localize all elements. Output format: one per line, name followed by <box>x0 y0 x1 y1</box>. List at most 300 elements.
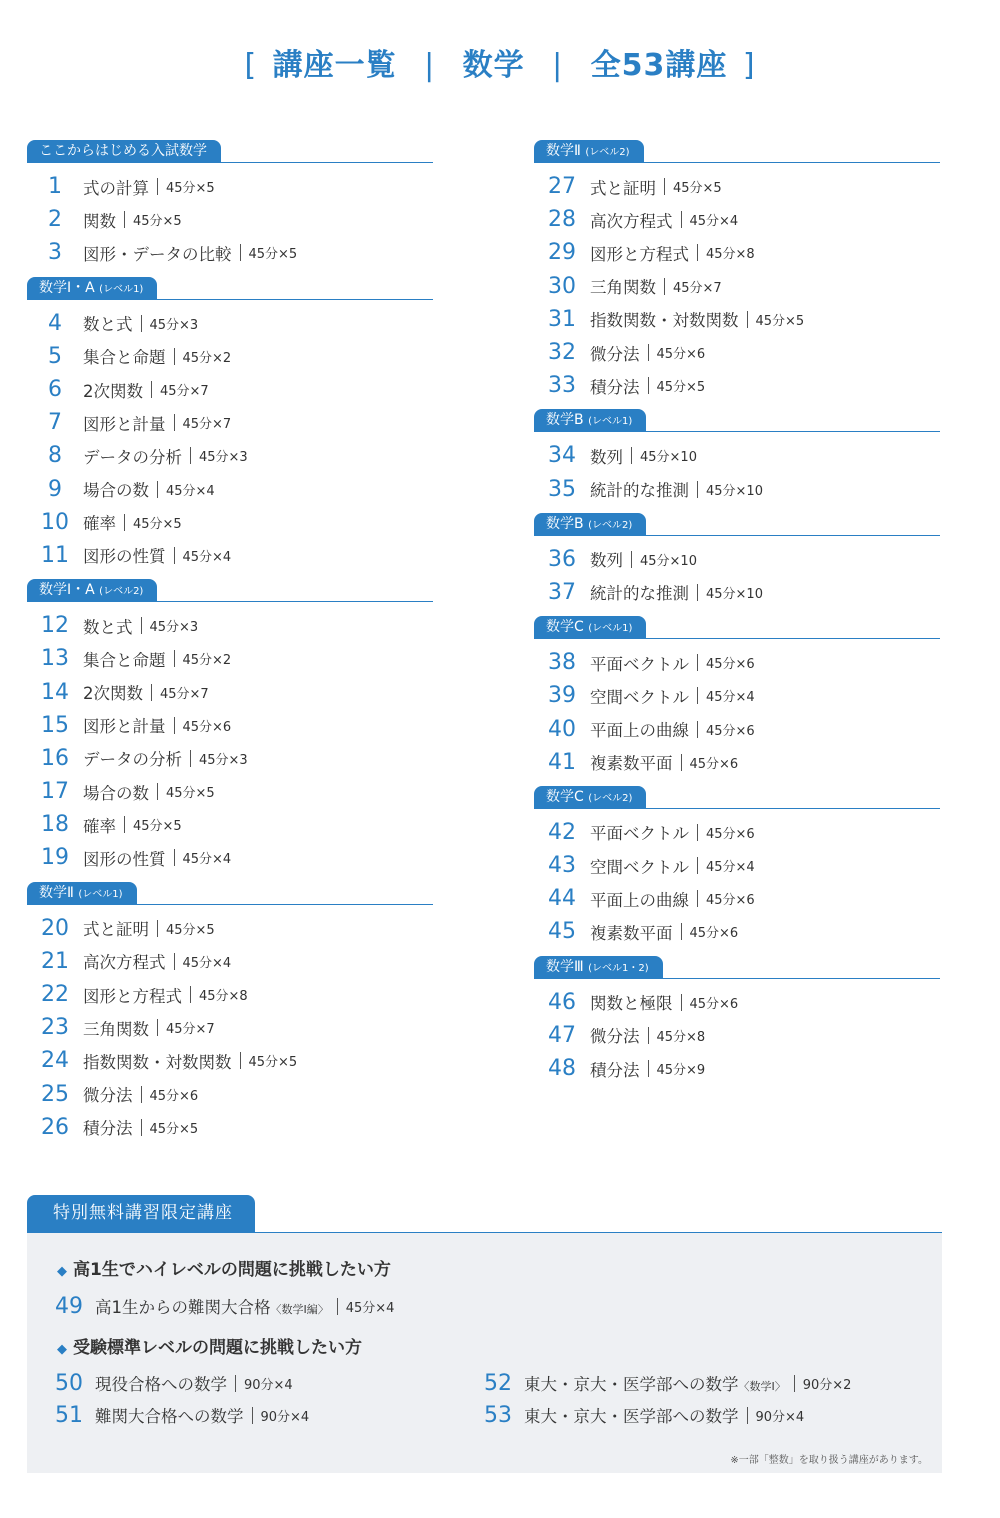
course-row-49[interactable] <box>55 1291 394 1321</box>
course-number: 45 <box>548 919 576 945</box>
course-meta: 45分×4 <box>182 955 232 971</box>
course-row[interactable] <box>534 270 940 303</box>
separator-bar <box>747 311 748 328</box>
course-number: 34 <box>548 443 576 469</box>
course-row[interactable] <box>27 1078 433 1111</box>
course-number: 3 <box>48 240 62 266</box>
course-meta: 45分×4 <box>166 483 215 499</box>
course-name: 式の計算 <box>83 178 149 198</box>
course-name: 空間ベクトル <box>590 687 689 707</box>
course-row[interactable] <box>534 646 940 679</box>
course-row[interactable] <box>534 882 940 915</box>
separator-bar <box>697 721 698 738</box>
course-row[interactable] <box>27 675 433 708</box>
course-row[interactable] <box>27 742 433 775</box>
course-section <box>27 277 433 573</box>
group-heading-text: 高1生でハイレベルの問題に挑戦したい方 <box>73 1260 391 1280</box>
course-section <box>27 882 433 1144</box>
course-section <box>27 140 433 270</box>
course-number: 49 <box>55 1293 83 1319</box>
section-label-text: 数学Ⅰ・A <box>39 279 95 296</box>
separator-bar <box>190 750 191 767</box>
group-heading-standard-level <box>57 1333 362 1358</box>
course-name: 集合と命題 <box>83 348 166 368</box>
course-meta: 45分×4 <box>182 549 232 565</box>
course-row[interactable] <box>534 439 940 472</box>
course-section <box>27 579 433 875</box>
course-row[interactable] <box>27 473 433 506</box>
section-label <box>534 513 646 535</box>
separator-bar <box>124 211 125 228</box>
separator-bar <box>697 654 698 671</box>
course-number: 50 <box>55 1370 83 1396</box>
special-courses-panel <box>27 1195 942 1473</box>
separator-bar <box>631 447 632 464</box>
separator-bar <box>681 211 682 228</box>
course-meta: 45分×10 <box>640 553 697 569</box>
course-row[interactable] <box>27 236 433 269</box>
course-number: 36 <box>548 546 576 572</box>
course-meta: 45分×5 <box>133 516 182 532</box>
course-name: 場合の数 <box>83 783 149 803</box>
course-number: 32 <box>548 340 576 366</box>
separator-bar <box>157 783 158 800</box>
course-row[interactable] <box>27 775 433 808</box>
course-meta: 45分×5 <box>656 380 706 396</box>
course-number: 22 <box>41 982 69 1008</box>
course-name: 東大・京大・医学部への数学 <box>524 1407 739 1426</box>
section-label-text: 数学Ⅱ <box>39 884 74 901</box>
course-row[interactable] <box>27 203 433 236</box>
separator-bar <box>648 1060 649 1077</box>
separator-bar <box>664 178 665 195</box>
right-column <box>534 140 940 1092</box>
course-meta: 45分×3 <box>199 450 248 466</box>
course-meta: 45分×8 <box>656 1029 706 1045</box>
course-name: 積分法 <box>590 1060 640 1080</box>
course-row[interactable] <box>27 609 433 642</box>
section-label <box>27 140 221 162</box>
section-level: (レベル2) <box>588 792 633 804</box>
course-number: 12 <box>41 613 69 639</box>
separator-bar <box>697 824 698 841</box>
course-name-text: 東大・京大・医学部への数学 <box>524 1375 739 1394</box>
separator-bar <box>124 816 125 833</box>
course-row[interactable] <box>534 712 940 745</box>
course-row[interactable] <box>27 406 433 439</box>
special-body <box>27 1233 942 1473</box>
course-meta: 45分×6 <box>656 347 706 363</box>
section-label <box>534 409 646 431</box>
course-name <box>524 1371 786 1395</box>
course-meta: 45分×4 <box>345 1300 395 1316</box>
separator-bar <box>157 178 158 195</box>
separator-bar <box>190 447 191 464</box>
course-meta: 90分×4 <box>244 1377 293 1393</box>
course-number: 42 <box>548 819 576 845</box>
section-label-text: 数学C <box>546 619 584 636</box>
course-meta: 45分×2 <box>182 653 232 669</box>
course-number: 24 <box>41 1048 69 1074</box>
course-name: 平面上の曲線 <box>590 890 689 910</box>
course-number: 13 <box>41 646 69 672</box>
course-name: 指数関数・対数関数 <box>83 1052 232 1072</box>
course-number: 52 <box>484 1370 512 1396</box>
course-name: データの分析 <box>83 447 182 467</box>
course-row[interactable] <box>534 576 940 609</box>
section-label <box>534 616 646 638</box>
title-part-2: 数学 <box>462 48 525 83</box>
course-number: 21 <box>41 948 69 974</box>
separator-bar <box>697 584 698 601</box>
course-name: 平面ベクトル <box>590 654 689 674</box>
course-meta: 45分×5 <box>673 181 722 197</box>
title-part-3: 全53講座 <box>590 48 728 83</box>
course-meta: 45分×5 <box>248 1055 298 1071</box>
separator-bar <box>648 1027 649 1044</box>
page-title <box>0 40 1000 84</box>
section-header <box>27 277 433 300</box>
separator-bar <box>157 1019 158 1036</box>
course-meta: 45分×4 <box>706 690 755 706</box>
section-level: (レベル1・2) <box>588 962 649 974</box>
separator-bar <box>697 857 698 874</box>
course-row-53[interactable] <box>484 1400 804 1430</box>
course-row[interactable] <box>27 1111 433 1144</box>
section-label <box>27 277 157 299</box>
course-row[interactable] <box>27 1044 433 1077</box>
course-name: 関数 <box>83 211 116 231</box>
course-row[interactable] <box>27 912 433 945</box>
course-name: 図形と計量 <box>83 414 166 434</box>
course-meta: 45分×3 <box>149 317 199 333</box>
course-meta: 45分×10 <box>640 450 697 466</box>
course-number: 19 <box>41 845 69 871</box>
course-name: 微分法 <box>83 1086 133 1106</box>
course-meta: 45分×4 <box>689 214 739 230</box>
course-number: 20 <box>41 915 69 941</box>
separator-bar <box>151 381 152 398</box>
section-level: (レベル2) <box>588 519 633 531</box>
course-row[interactable] <box>534 369 940 402</box>
separator-bar <box>697 890 698 907</box>
course-name: 関数と極限 <box>590 994 673 1014</box>
course-meta: 45分×5 <box>133 214 182 230</box>
section-label <box>534 140 644 162</box>
course-number: 51 <box>55 1402 83 1428</box>
course-name: 図形の性質 <box>83 849 166 869</box>
section-header <box>27 140 433 163</box>
course-section <box>534 616 940 779</box>
course-section <box>534 140 940 402</box>
course-meta: 45分×3 <box>199 752 248 768</box>
section-label-text: 数学Ⅱ <box>546 143 581 159</box>
course-row[interactable] <box>27 170 433 203</box>
separator-bar <box>681 923 682 940</box>
course-number: 10 <box>41 509 69 535</box>
separator-bar <box>337 1298 338 1315</box>
course-row[interactable] <box>27 307 433 340</box>
section-header <box>534 786 940 809</box>
course-row[interactable] <box>534 170 940 203</box>
course-row[interactable] <box>27 841 433 874</box>
course-meta: 45分×7 <box>166 1022 215 1038</box>
course-row[interactable] <box>27 373 433 406</box>
course-meta: 45分×6 <box>706 723 755 739</box>
course-name: 数と式 <box>83 617 133 637</box>
course-section <box>534 786 940 949</box>
group-heading-text: 受験標準レベルの問題に挑戦したい方 <box>73 1338 362 1358</box>
diamond-icon: ◆ <box>57 1342 67 1357</box>
course-name: 指数関数・対数関数 <box>590 311 739 331</box>
diamond-icon: ◆ <box>57 1264 67 1279</box>
course-row[interactable] <box>534 816 940 849</box>
separator-bar <box>174 953 175 970</box>
course-meta: 45分×9 <box>656 1063 706 1079</box>
section-header <box>534 956 940 979</box>
course-name: 積分法 <box>83 1119 133 1139</box>
special-header <box>27 1195 942 1233</box>
course-subtitle: 〈数学Ⅰ〉 <box>738 1380 786 1393</box>
course-row[interactable] <box>534 543 940 576</box>
section-header <box>534 409 940 432</box>
course-name: 空間ベクトル <box>590 857 689 877</box>
course-meta: 45分×3 <box>149 620 199 636</box>
course-number: 33 <box>548 373 576 399</box>
group-heading-high-level <box>57 1255 391 1280</box>
course-row-50[interactable] <box>55 1368 293 1398</box>
course-number: 25 <box>41 1081 69 1107</box>
course-meta: 45分×7 <box>160 384 209 400</box>
section-header <box>27 579 433 602</box>
course-meta: 45分×6 <box>706 893 755 909</box>
separator-bar <box>141 1119 142 1136</box>
section-level: (レベル1) <box>78 888 123 900</box>
course-row[interactable] <box>534 849 940 882</box>
course-number: 47 <box>548 1022 576 1048</box>
separator-bar <box>235 1375 236 1392</box>
separator-bar <box>648 344 649 361</box>
course-name-text: 高1生からの難関大合格 <box>95 1298 271 1317</box>
course-number: 7 <box>48 410 62 436</box>
course-name: 複素数平面 <box>590 923 673 943</box>
course-number: 46 <box>548 989 576 1015</box>
course-meta: 45分×5 <box>755 313 805 329</box>
course-number: 38 <box>548 650 576 676</box>
course-meta: 45分×5 <box>166 181 215 197</box>
course-number: 14 <box>41 679 69 705</box>
section-header <box>534 616 940 639</box>
title-separator: | <box>424 48 436 83</box>
course-meta: 45分×2 <box>182 350 232 366</box>
course-name: 場合の数 <box>83 481 149 501</box>
course-meta: 45分×6 <box>706 826 755 842</box>
course-name: 平面上の曲線 <box>590 721 689 741</box>
title-bracket-close: ] <box>742 48 756 83</box>
course-name: 現役合格への数学 <box>95 1375 227 1394</box>
separator-bar <box>648 377 649 394</box>
separator-bar <box>240 244 241 261</box>
section-header <box>27 882 433 905</box>
course-row[interactable] <box>534 336 940 369</box>
course-number: 44 <box>548 886 576 912</box>
course-number: 8 <box>48 443 62 469</box>
separator-bar <box>174 547 175 564</box>
course-number: 29 <box>548 240 576 266</box>
course-meta: 45分×6 <box>689 996 739 1012</box>
section-level: (レベル2) <box>585 147 630 158</box>
separator-bar <box>794 1375 795 1392</box>
course-name: 図形と方程式 <box>83 986 182 1006</box>
course-meta: 45分×8 <box>199 989 248 1005</box>
separator-bar <box>174 849 175 866</box>
course-row[interactable] <box>27 340 433 373</box>
section-header <box>534 140 940 163</box>
course-meta: 45分×6 <box>182 719 232 735</box>
course-row-51[interactable] <box>55 1400 309 1430</box>
course-subtitle: 〈数学Ⅰ編〉 <box>270 1303 329 1316</box>
separator-bar <box>174 348 175 365</box>
separator-bar <box>157 481 158 498</box>
course-row[interactable] <box>27 945 433 978</box>
course-meta: 45分×6 <box>706 657 755 673</box>
course-row[interactable] <box>27 506 433 539</box>
separator-bar <box>174 717 175 734</box>
section-label-text: 数学Ⅲ <box>546 958 584 975</box>
section-label-text: 数学Ⅰ・A <box>39 582 95 599</box>
special-label: 特別無料講習限定講座 <box>27 1195 255 1232</box>
course-name: データの分析 <box>83 750 182 770</box>
course-row-52[interactable] <box>484 1368 851 1398</box>
course-number: 26 <box>41 1114 69 1140</box>
separator-bar <box>631 551 632 568</box>
course-meta: 90分×4 <box>755 1409 805 1425</box>
course-name: 数列 <box>590 447 623 467</box>
course-meta: 45分×4 <box>182 852 232 868</box>
course-name: 高次方程式 <box>590 211 673 231</box>
course-row[interactable] <box>27 709 433 742</box>
course-number: 18 <box>41 812 69 838</box>
course-number: 17 <box>41 779 69 805</box>
separator-bar <box>747 1407 748 1424</box>
section-label-text: ここからはじめる入試数学 <box>39 143 207 159</box>
course-meta: 45分×7 <box>673 280 722 296</box>
course-meta: 45分×5 <box>166 922 215 938</box>
course-number: 53 <box>484 1402 512 1428</box>
course-name: 確率 <box>83 816 116 836</box>
course-row[interactable] <box>534 986 940 1019</box>
course-number: 28 <box>548 207 576 233</box>
course-section <box>534 409 940 505</box>
footnote: ※一部「整数」を取り扱う講座があります。 <box>730 1455 928 1466</box>
course-name: 平面ベクトル <box>590 824 689 844</box>
separator-bar <box>240 1052 241 1069</box>
section-label-text: 数学B <box>546 515 584 532</box>
course-row[interactable] <box>27 439 433 472</box>
separator-bar <box>664 278 665 295</box>
section-level: (レベル1) <box>99 283 144 295</box>
course-row[interactable] <box>534 915 940 948</box>
course-number: 48 <box>548 1056 576 1082</box>
course-meta: 45分×5 <box>133 819 182 835</box>
course-name: 式と証明 <box>83 920 149 940</box>
course-number: 5 <box>48 343 62 369</box>
course-number: 43 <box>548 853 576 879</box>
course-name: 三角関数 <box>590 278 656 298</box>
course-number: 4 <box>48 310 62 336</box>
course-meta: 45分×7 <box>160 686 209 702</box>
course-row[interactable] <box>27 978 433 1011</box>
course-number: 41 <box>548 749 576 775</box>
course-number: 15 <box>41 712 69 738</box>
separator-bar <box>252 1407 253 1424</box>
course-meta: 45分×7 <box>182 417 232 433</box>
course-row[interactable] <box>534 1052 940 1085</box>
course-meta: 45分×6 <box>689 756 739 772</box>
separator-bar <box>697 481 698 498</box>
course-name: 難関大合格への数学 <box>95 1407 244 1426</box>
course-number: 11 <box>41 542 69 568</box>
separator-bar <box>157 920 158 937</box>
course-number: 1 <box>48 174 62 200</box>
course-row[interactable] <box>27 642 433 675</box>
section-label <box>534 786 646 808</box>
course-number: 2 <box>48 207 62 233</box>
course-name: 統計的な推測 <box>590 584 689 604</box>
course-number: 6 <box>48 377 62 403</box>
course-meta: 90分×2 <box>802 1377 852 1393</box>
course-row[interactable] <box>534 1019 940 1052</box>
course-number: 30 <box>548 273 576 299</box>
course-row[interactable] <box>534 236 940 269</box>
course-name: 数列 <box>590 551 623 571</box>
section-level: (レベル1) <box>588 416 633 428</box>
course-section <box>534 513 940 609</box>
separator-bar <box>151 684 152 701</box>
section-label-text: 数学C <box>546 788 584 805</box>
course-meta: 45分×5 <box>248 247 298 263</box>
separator-bar <box>124 514 125 531</box>
title-bracket-open: [ <box>244 48 258 83</box>
course-number: 40 <box>548 716 576 742</box>
course-name: 積分法 <box>590 377 640 397</box>
course-row[interactable] <box>534 473 940 506</box>
course-name: 図形と方程式 <box>590 244 689 264</box>
course-meta: 45分×4 <box>706 860 755 876</box>
course-row[interactable] <box>27 1011 433 1044</box>
course-row[interactable] <box>27 539 433 572</box>
course-meta: 45分×6 <box>149 1088 199 1104</box>
course-row[interactable] <box>534 203 940 236</box>
course-row[interactable] <box>534 679 940 712</box>
section-label-text: 数学B <box>546 412 584 429</box>
course-section <box>534 956 940 1086</box>
course-number: 27 <box>548 174 576 200</box>
course-row[interactable] <box>534 746 940 779</box>
course-number: 9 <box>48 476 62 502</box>
separator-bar <box>697 687 698 704</box>
course-name: 集合と命題 <box>83 650 166 670</box>
section-label <box>27 882 137 904</box>
section-level: (レベル1) <box>588 623 633 635</box>
course-name: 数と式 <box>83 315 133 335</box>
section-header <box>534 513 940 536</box>
course-row[interactable] <box>534 303 940 336</box>
separator-bar <box>141 617 142 634</box>
course-name: 2次関数 <box>83 381 143 401</box>
course-number: 23 <box>41 1015 69 1041</box>
course-row[interactable] <box>27 808 433 841</box>
